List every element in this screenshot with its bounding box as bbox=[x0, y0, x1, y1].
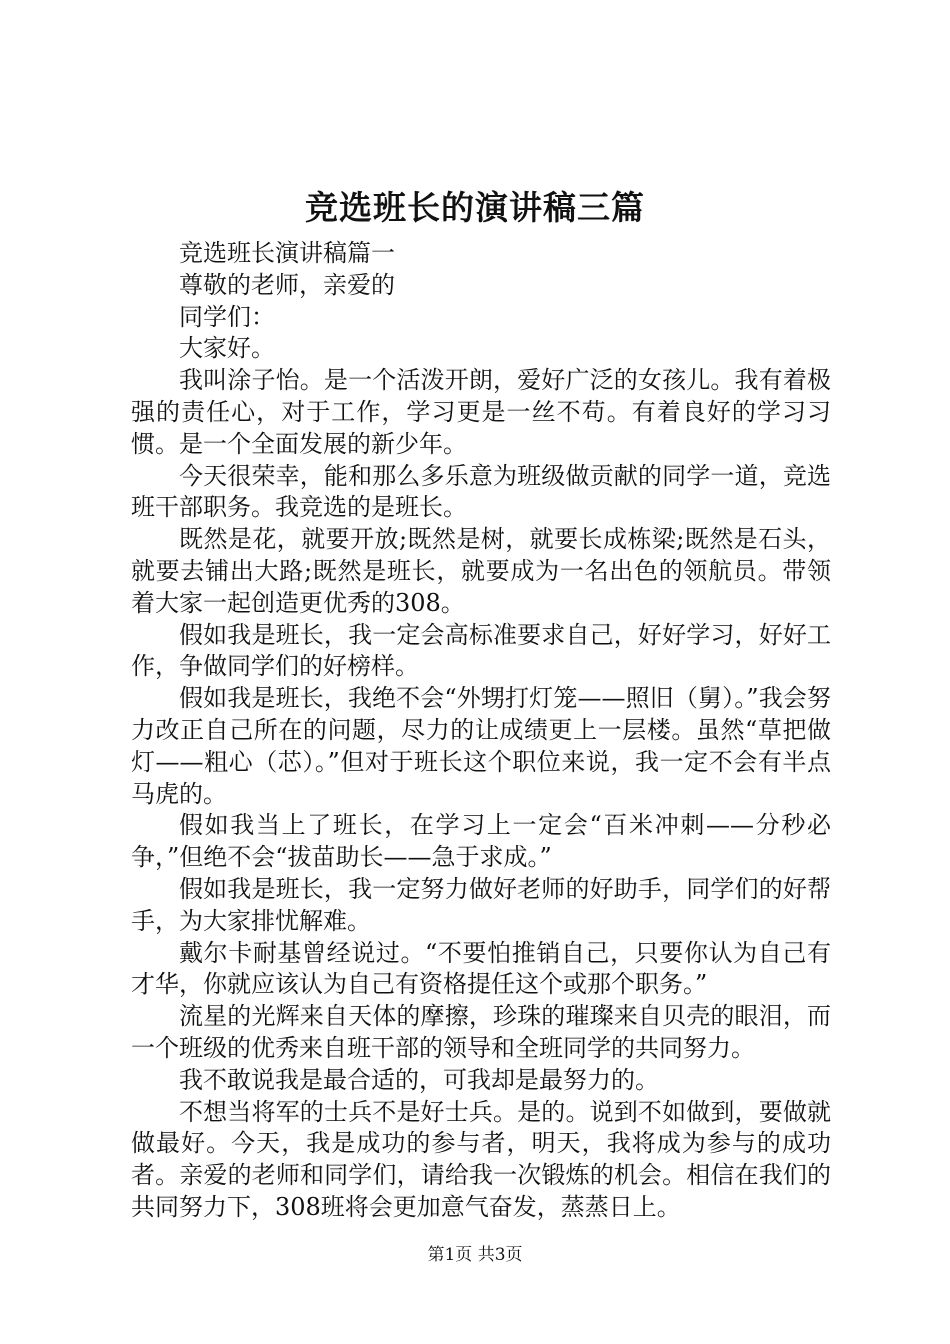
paragraph-salutation-cont: 同学们： bbox=[179, 302, 275, 331]
paragraph-heading: 竞选班长演讲稿篇一 bbox=[179, 239, 395, 267]
paragraph-metaphor: 既然是花，就要开放;既然是树，就要长成栋梁;既然是石头，就要去铺出大路;既然是班长，就要成为一名出色的领航员。带领着大家一起创造更优秀的308。 bbox=[131, 525, 831, 617]
paragraph-honor: 今天很荣幸，能和那么多乐意为班级做贡献的同学一道，竞选班干部职务。我竞选的是班长。 bbox=[131, 461, 831, 522]
paragraph-if-3: 假如我当上了班长，在学习上一定会“百米冲刺——分秒必争，”但绝不会“拔苗助长——急于求成。” bbox=[131, 811, 831, 872]
paragraph-meteor: 流星的光辉来自天体的摩擦，珍珠的璀璨来自贝壳的眼泪，而一个班级的优秀来自班干部的领导和全班同学的共同努力。 bbox=[131, 1002, 831, 1062]
paragraph-quote: 戴尔卡耐基曾经说过。“不要怕推销自己，只要你认为自己有才华，你就应该认为自己有资格提任这个或那个职务。” bbox=[131, 938, 831, 999]
paragraph-closing: 不想当将军的士兵不是好士兵。是的。说到不如做到，要做就做最好。今天，我是成功的参与者，明天，我将成为参与的成功者。亲爱的老师和同学们，请给我一次锻炼的机会。相信在我们的共同努力下，308班将会更加意气奋发，蒸蒸日上。 bbox=[131, 1097, 831, 1221]
paragraph-salutation: 尊敬的老师，亲爱的 bbox=[179, 270, 395, 299]
paragraph-if-4: 假如我是班长，我一定努力做好老师的好助手，同学们的好帮手，为大家排忧解难。 bbox=[131, 874, 831, 935]
paragraph-greeting: 大家好。 bbox=[179, 334, 275, 363]
paragraph-intro: 我叫涂子怡。是一个活泼开朗，爱好广泛的女孩儿。我有着极强的责任心，对于工作，学习更是一丝不苟。有着良好的学习习惯。是一个全面发展的新少年。 bbox=[131, 366, 831, 458]
paragraph-effort: 我不敢说我是最合适的，可我却是最努力的。 bbox=[179, 1065, 659, 1094]
paragraph-if-1: 假如我是班长，我一定会高标准要求自己，好好学习，好好工作，争做同学们的好榜样。 bbox=[131, 620, 831, 681]
document-body bbox=[131, 238, 831, 1224]
page-footer: 第1页 共3页 bbox=[427, 1245, 523, 1265]
paragraph-if-2: 假如我是班长，我绝不会“外甥打灯笼——照旧（舅）。”我会努力改正自己所在的问题，尽力的让成绩更上一层楼。虽然“草把做灯——粗心（芯）。”但对于班长这个职位来说，我一定不会有半点马虎的。 bbox=[131, 684, 831, 808]
document-title: 竞选班长的演讲稿三篇 bbox=[305, 188, 645, 227]
